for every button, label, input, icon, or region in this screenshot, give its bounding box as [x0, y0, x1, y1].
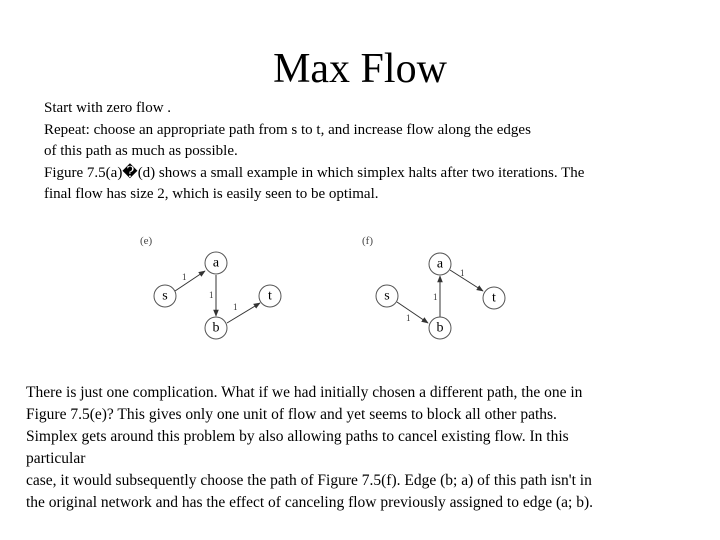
node-a	[429, 253, 451, 275]
intro-text	[44, 98, 694, 206]
flow-network-e	[138, 228, 298, 348]
edge-s-a	[175, 271, 205, 291]
intro-line: final flow has size 2, which is easily seen to be optimal.	[44, 186, 379, 202]
body-line: There is just one complication. What if we had initially chosen a different path, the one in	[26, 384, 583, 401]
body-line: case, it would subsequently choose the path of Figure 7.5(f). Edge (b; a) of this path isn't in	[26, 472, 592, 489]
node-t	[483, 287, 505, 309]
slide-title: Max Flow	[273, 46, 447, 92]
intro-line: of this path as much as possible.	[44, 143, 238, 159]
node-s	[376, 285, 398, 307]
edge-label-a-t: 1	[460, 268, 465, 278]
edge-a-t	[450, 270, 483, 291]
edge-label-s-b: 1	[406, 313, 411, 323]
body-line: Figure 7.5(e)? This gives only one unit of flow and yet seems to block all other paths.	[26, 406, 557, 423]
edge-label-a-b: 1	[209, 290, 214, 300]
node-label-b: b	[212, 320, 220, 336]
node-b	[205, 317, 227, 339]
node-s	[154, 285, 176, 307]
edge-label-b-t: 1	[233, 302, 238, 312]
node-label-t: t	[492, 290, 496, 306]
flow-network-f	[360, 228, 520, 348]
node-a	[205, 252, 227, 274]
panel-label-f: (f)	[362, 235, 373, 247]
figure-e	[138, 228, 298, 348]
edge-label-b-a: 1	[433, 292, 438, 302]
body-line: Simplex gets around this problem by also allowing paths to cancel existing flow. In this	[26, 428, 569, 445]
figure-f	[360, 228, 520, 348]
node-label-b: b	[436, 320, 444, 336]
intro-line: Start with zero flow .	[44, 100, 172, 116]
node-label-s: s	[162, 288, 168, 304]
edge-s-b	[397, 302, 428, 323]
node-label-a: a	[436, 256, 444, 272]
node-label-t: t	[268, 288, 272, 304]
body-text	[26, 382, 706, 514]
node-b	[429, 317, 451, 339]
edge-label-s-a: 1	[182, 272, 187, 282]
node-label-s: s	[384, 288, 390, 304]
body-line: particular	[26, 450, 86, 467]
node-label-a: a	[212, 255, 220, 271]
intro-line: Figure 7.5(a)�(d) shows a small example in which simplex halts after two iterations. The	[44, 164, 585, 181]
intro-line: Repeat: choose an appropriate path from s to t, and increase flow along the edges	[44, 121, 531, 138]
body-line: the original network and has the effect of canceling flow previously assigned to edge (a; b).	[26, 494, 593, 511]
panel-label-e: (e)	[140, 235, 153, 247]
node-t	[259, 285, 281, 307]
edge-b-t	[227, 303, 260, 323]
